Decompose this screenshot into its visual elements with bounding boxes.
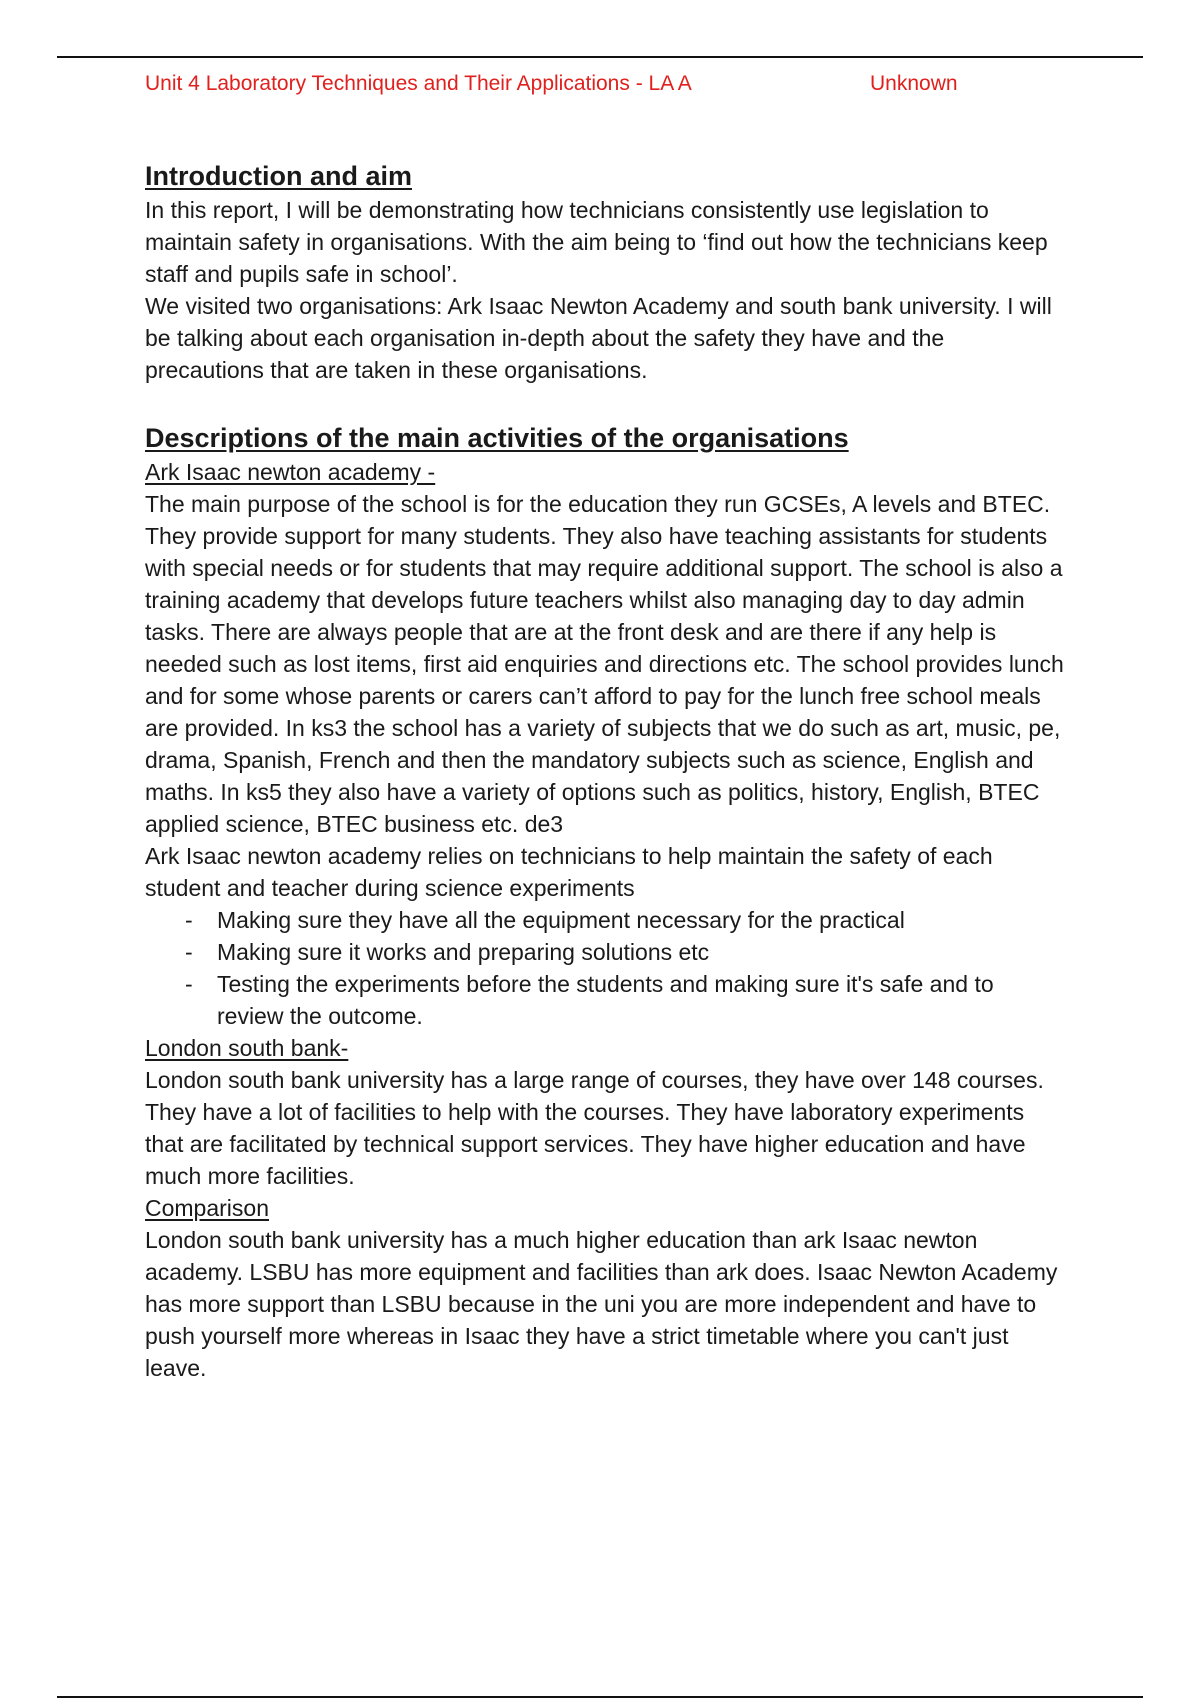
bullet-marker: - (185, 907, 193, 933)
header-unit-title: Unit 4 Laboratory Techniques and Their Applications - LA A (145, 72, 692, 95)
ark-paragraph-2: Ark Isaac newton academy relies on technicians to help maintain the safety of each student and teacher during science experiments (145, 843, 993, 901)
list-item-text: Making sure they have all the equipment necessary for the practical (217, 907, 905, 933)
header-author: Unknown (870, 72, 958, 95)
technician-tasks-list (145, 904, 1065, 1032)
document-body (145, 158, 1065, 1384)
comparison-paragraph: London south bank university has a much higher education than ark Isaac newton academy. LSBU has more equipment and facilities than ark does. Isaac Newton Academy has more support than LSBU because in the uni you are more independent and have to push yourself more whereas in Isaac they have a strict timetable where you can't just leave. (145, 1227, 1058, 1381)
intro-heading: Introduction and aim (145, 161, 412, 191)
list-item (185, 904, 1065, 936)
comparison-subheading: Comparison (145, 1195, 269, 1221)
bullet-marker: - (185, 971, 193, 997)
lsbu-subheading: London south bank- (145, 1035, 349, 1061)
ark-subheading: Ark Isaac newton academy - (145, 459, 436, 485)
bottom-rule (57, 1696, 1143, 1698)
top-rule (57, 56, 1143, 58)
intro-paragraph-1: In this report, I will be demonstrating how technicians consistently use legislation to maintain safety in organisations. With the aim being to ‘find out how the technicians keep staff and pupils safe in school’. (145, 197, 1048, 287)
bullet-marker: - (185, 939, 193, 965)
list-item-text: Making sure it works and preparing solutions etc (217, 939, 710, 965)
descriptions-heading: Descriptions of the main activities of the organisations (145, 423, 849, 453)
ark-paragraph-1: The main purpose of the school is for the education they run GCSEs, A levels and BTEC. They provide support for many students. They also have teaching assistants for students with special needs or for students that may require additional support. The school is also a training academy that develops future teachers whilst also managing day to day admin tasks. There are always people that are at the front desk and are there if any help is needed such as lost items, first aid enquiries and directions etc. The school provides lunch and for some whose parents or carers can’t afford to pay for the lunch free school meals are provided. In ks3 the school has a variety of subjects that we do such as art, music, pe, drama, Spanish, French and then the mandatory subjects such as science, English and maths. In ks5 they also have a variety of options such as politics, history, English, BTEC applied science, BTEC business etc. de3 (145, 491, 1064, 837)
section-gap (145, 386, 1065, 420)
lsbu-paragraph: London south bank university has a large range of courses, they have over 148 courses. They have a lot of facilities to help with the courses. They have laboratory experiments that are facilitated by technical support services. They have higher education and have much more facilities. (145, 1067, 1044, 1189)
intro-paragraph-2: We visited two organisations: Ark Isaac Newton Academy and south bank university. I will be talking about each organisation in-depth about the safety they have and the precautions that are taken in these organisations. (145, 293, 1052, 383)
list-item (185, 968, 1065, 1032)
page-header (145, 72, 1045, 102)
list-item (185, 936, 1065, 968)
list-item-text: Testing the experiments before the students and making sure it's safe and to review the outcome. (217, 971, 994, 1029)
